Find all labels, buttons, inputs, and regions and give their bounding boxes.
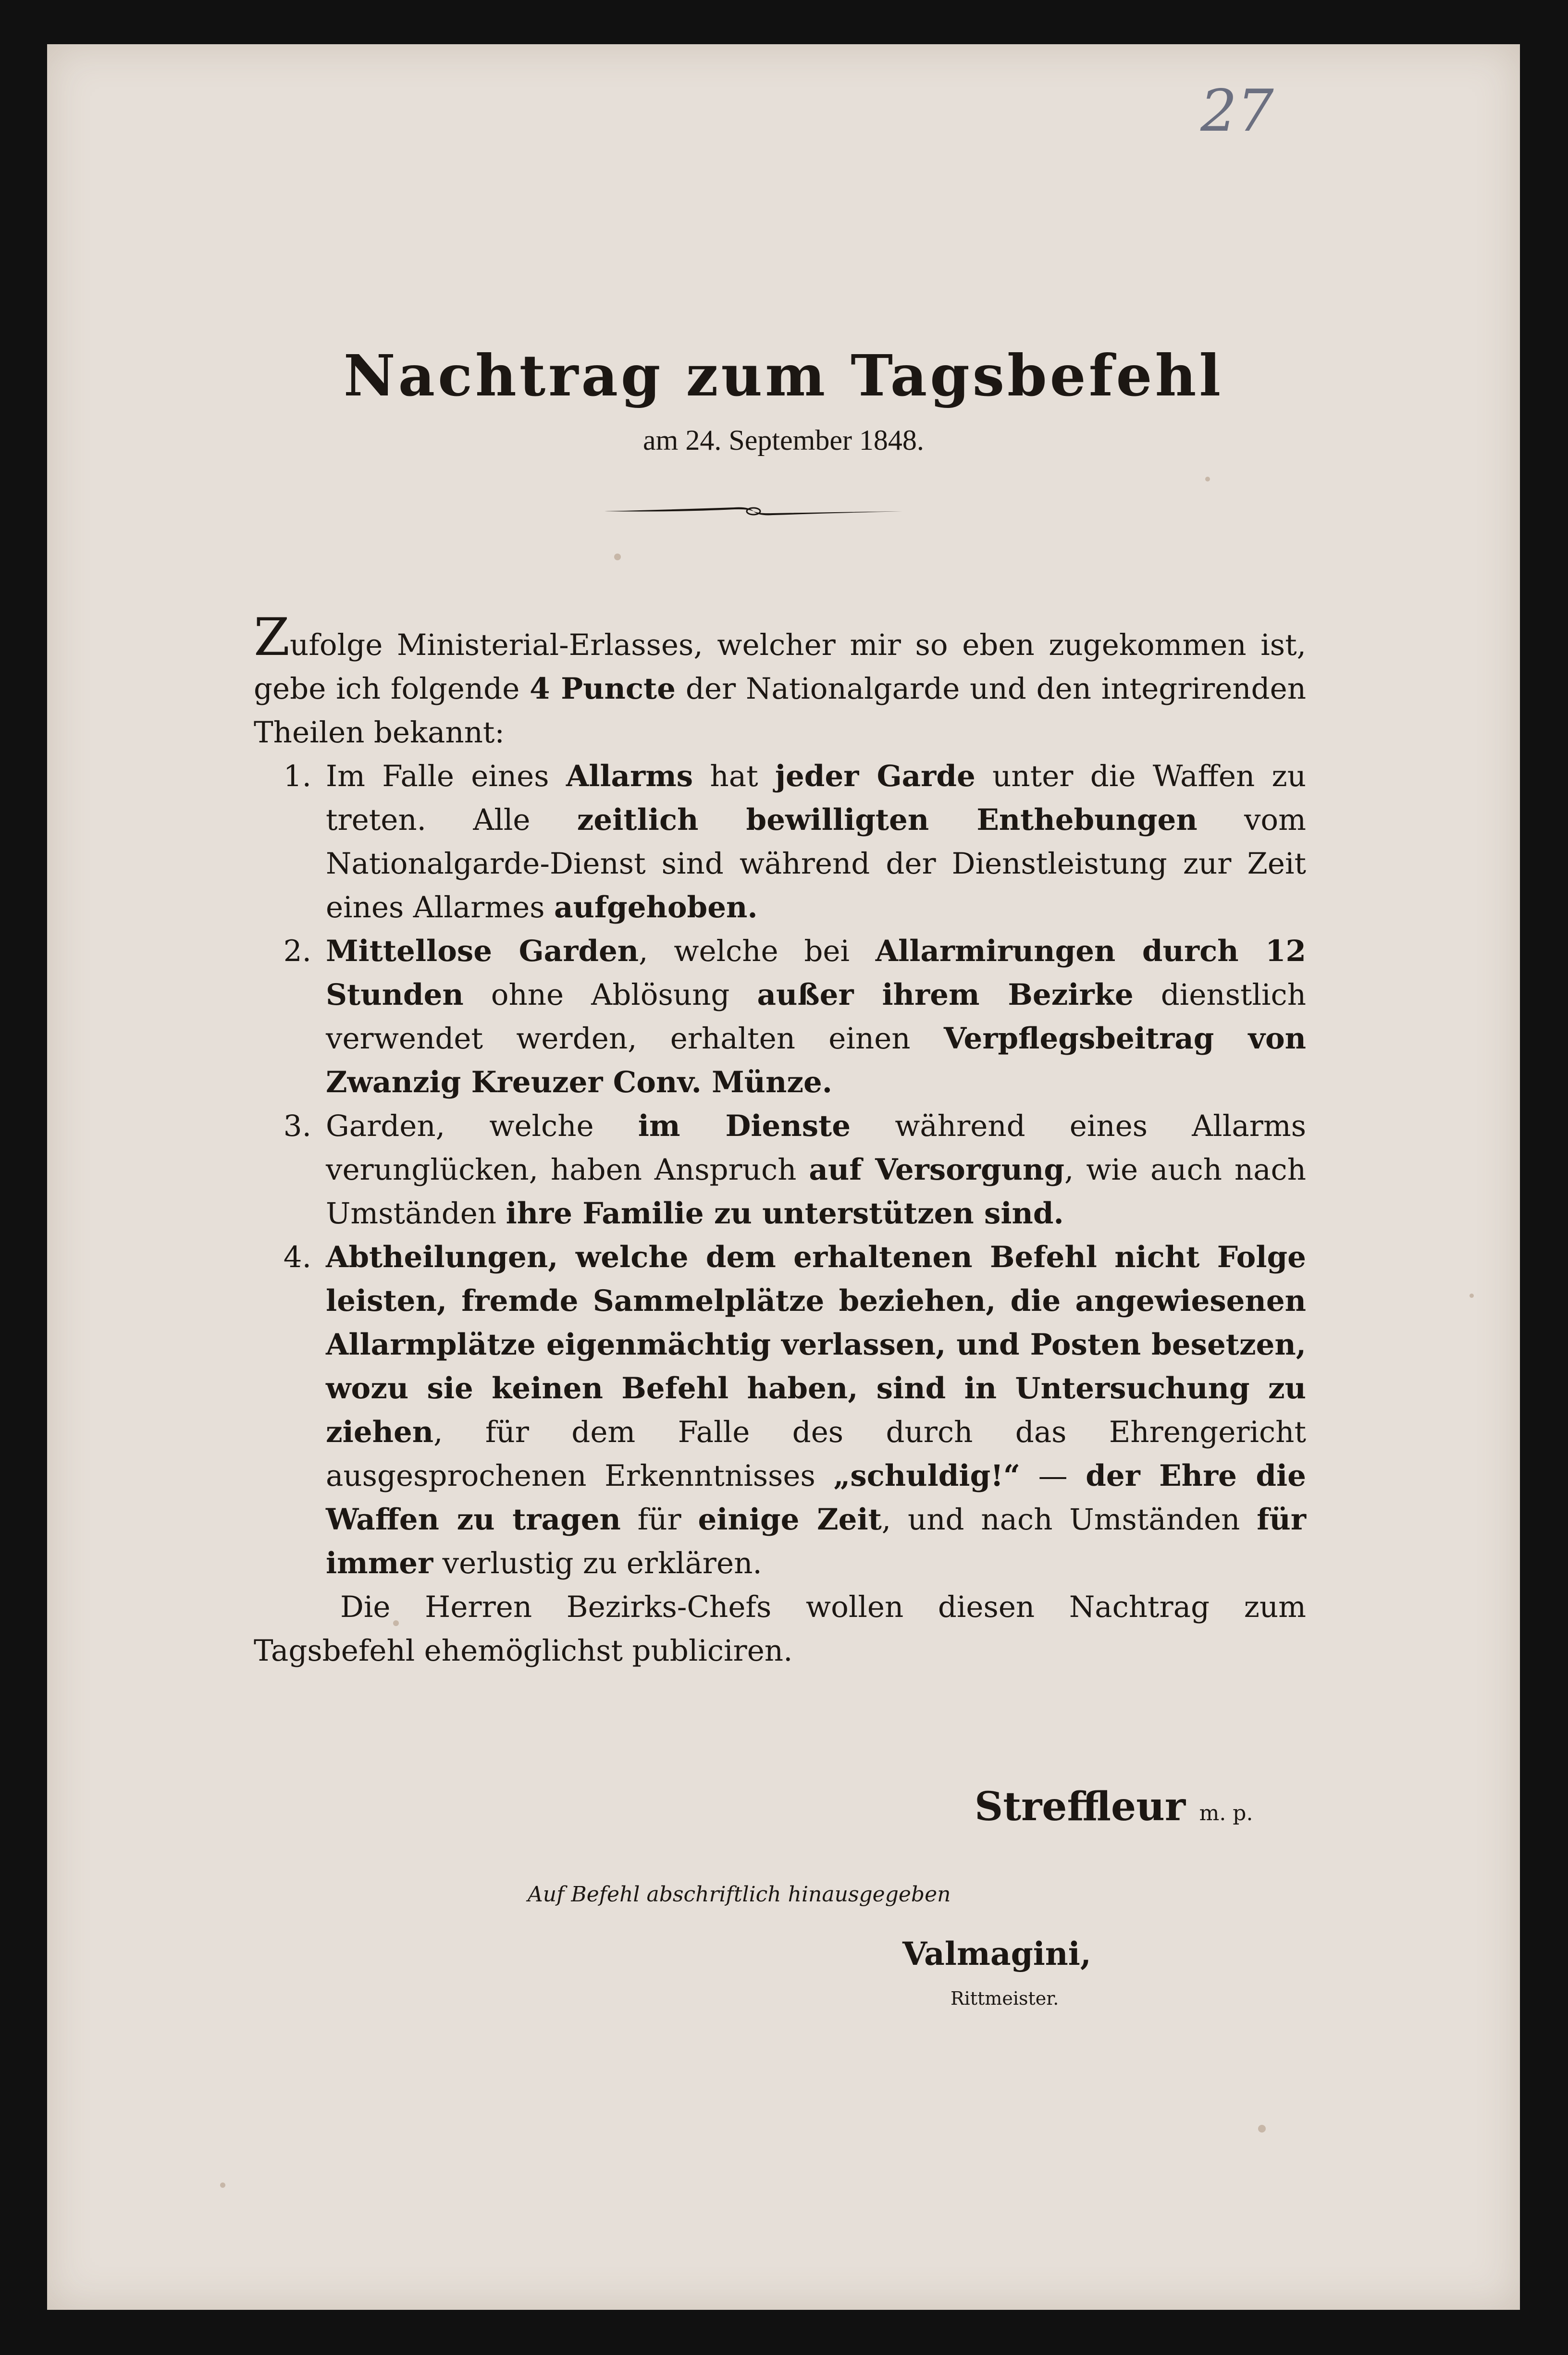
stain-spot bbox=[1205, 477, 1210, 481]
emphasis-text: aufgehoben. bbox=[554, 890, 758, 925]
emphasis-text: „schuldig!“ bbox=[833, 1459, 1021, 1493]
stain-spot bbox=[1469, 1294, 1474, 1298]
emphasis-text: einige Zeit bbox=[698, 1503, 882, 1537]
signature bbox=[975, 1784, 1253, 1830]
list-item-number: 4. bbox=[283, 1240, 311, 1274]
emphasis-text: außer ihrem Bezirke bbox=[757, 978, 1134, 1012]
emphasis-text: Mittellose Garden bbox=[326, 934, 639, 968]
document-sheet bbox=[47, 44, 1520, 2310]
numbered-list bbox=[254, 754, 1306, 1585]
body-text: , für dem Falle des durch das Ehrengericht ausgesprochenen Erkenntnisses bbox=[326, 1415, 1306, 1493]
list-item-text bbox=[326, 929, 1306, 1104]
list-item-text bbox=[326, 1104, 1306, 1235]
emphasis-text: auf Versorgung bbox=[809, 1153, 1064, 1187]
list-item bbox=[254, 1235, 1306, 1585]
signature-suffix: m. p. bbox=[1199, 1801, 1253, 1825]
body-text: verlustig zu erklären. bbox=[433, 1546, 762, 1580]
body-text: ohne Ablösung bbox=[463, 978, 757, 1012]
page-title: Nachtrag zum Tagsbefehl bbox=[343, 342, 1224, 409]
body-text: für bbox=[620, 1503, 698, 1537]
body-text: , und nach Umständen bbox=[881, 1503, 1257, 1537]
stain-spot bbox=[220, 2182, 225, 2188]
ornament-divider-icon bbox=[605, 502, 902, 521]
emphasis-text: der Ehre die Waffen zu tragen bbox=[326, 1459, 1306, 1537]
list-item-text bbox=[326, 754, 1306, 929]
body-text: , wie auch nach Umständen bbox=[326, 1153, 1307, 1231]
emphasis-text: ihre Familie zu unterstützen sind. bbox=[506, 1196, 1064, 1231]
emphasis-text: Verpflegsbeitrag von Zwanzig Kreuzer Conv. Münze. bbox=[326, 1022, 1306, 1099]
dropcap-letter: Z bbox=[254, 607, 290, 667]
document-body bbox=[254, 607, 1307, 1673]
body-text: , welche bei bbox=[639, 934, 876, 968]
list-item-number: 2. bbox=[283, 934, 311, 968]
body-text: Im Falle eines bbox=[326, 759, 566, 793]
emphasis-text: Allarmirungen durch 12 Stunden bbox=[326, 934, 1307, 1012]
body-text: unter die Waffen zu treten. Alle bbox=[326, 759, 1306, 837]
countersign-rank: Rittmeister. bbox=[951, 1988, 1059, 2009]
emphasis-text: Allarms bbox=[566, 759, 693, 793]
intro-paragraph: Zufolge Ministerial-Erlasses, welcher mir so eben zugekommen ist, gebe ich folgende 4 Puncte der Nationalgarde und den integrirenden Theilen bekannt: bbox=[254, 607, 1306, 750]
list-item-number: 3. bbox=[283, 1109, 311, 1143]
archive-number: 27 bbox=[1200, 78, 1274, 145]
stain-spot bbox=[614, 554, 621, 560]
list-item bbox=[254, 929, 1306, 1104]
countersign-name: Valmagini, bbox=[902, 1935, 1091, 1973]
body-text: während eines Allarms verunglücken, haben Anspruch bbox=[326, 1109, 1307, 1187]
signature-name: Streffleur bbox=[975, 1784, 1186, 1830]
list-item bbox=[254, 1104, 1306, 1235]
body-text: vom Nationalgarde-Dienst sind während der Dienstleistung zur Zeit eines Allarmes bbox=[326, 803, 1306, 925]
body-text: dienstlich verwendet werden, erhalten einen bbox=[326, 978, 1306, 1056]
emphasis-text: jeder Garde bbox=[775, 759, 975, 793]
list-item-number: 1. bbox=[283, 759, 311, 793]
emphasis-text: für immer bbox=[326, 1503, 1306, 1580]
body-text: hat bbox=[693, 759, 775, 793]
closing-paragraph: Die Herren Bezirks-Chefs wollen diesen Nachtrag zum Tagsbefehl ehemöglichst publiciren. bbox=[254, 1590, 1306, 1668]
emphasis-text: Abtheilungen, welche dem erhaltenen Befehl nicht Folge leisten, fremde Sammelplätze beziehen, die angewiesenen Allarmplätze eigenmächtig verlassen, und Posten besetzen, wozu sie keinen Befehl haben, sind in Untersuchung zu ziehen bbox=[326, 1240, 1306, 1449]
body-text: — bbox=[1020, 1459, 1086, 1493]
list-item-text bbox=[326, 1235, 1306, 1585]
emphasis-text: im Dienste bbox=[638, 1109, 851, 1143]
body-text: Garden, welche bbox=[326, 1109, 638, 1143]
date-line: am 24. September 1848. bbox=[643, 424, 924, 456]
stain-spot bbox=[1258, 2125, 1266, 2133]
issued-note: Auf Befehl abschriftlich hinausgegeben bbox=[528, 1882, 951, 1907]
emphasis-text: zeitlich bewilligten Enthebungen bbox=[577, 803, 1198, 837]
list-item bbox=[254, 754, 1306, 929]
